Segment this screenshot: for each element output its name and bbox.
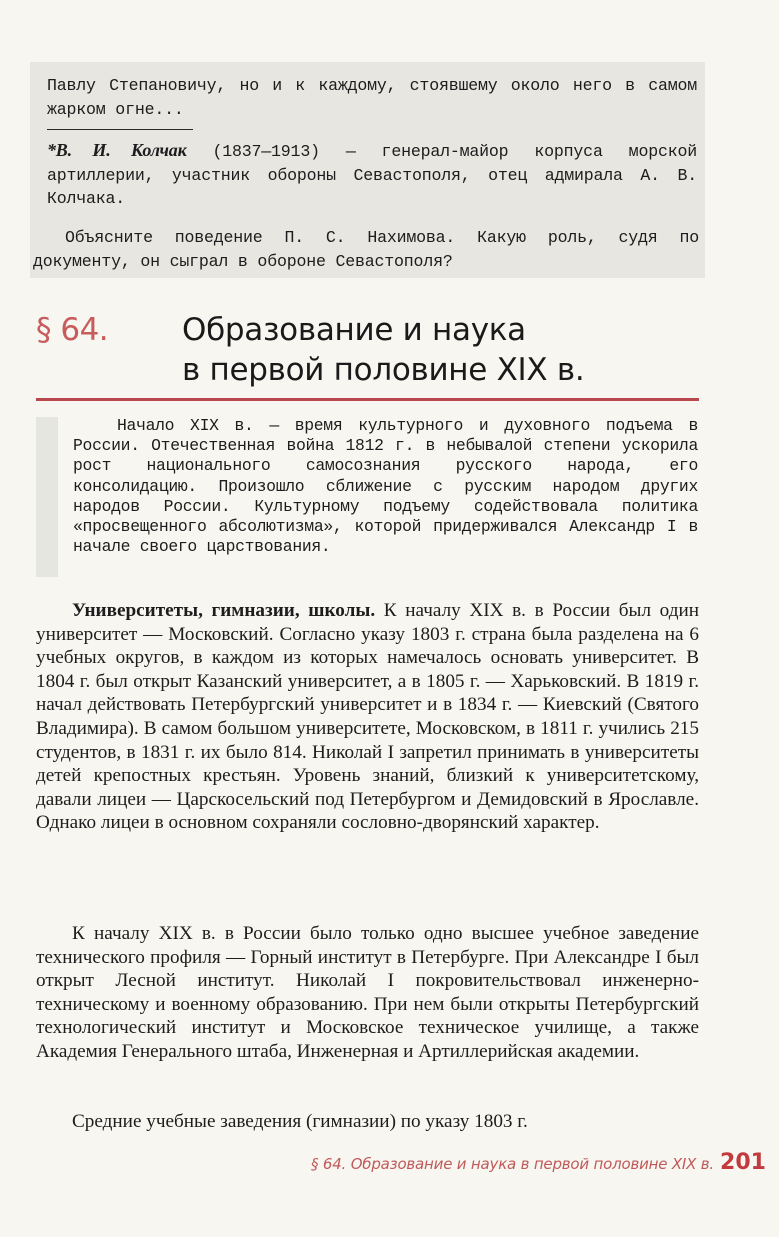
section-number: § 64.	[36, 312, 109, 348]
intro-paragraph: Начало XIX в. — время культурного и духовного подъема в России. Отечественная война 1812 г. в небывалой степени ускорила рост национального самосознания русского народа, его консолидацию. Произошло сближение с русским народом других народов России. Культурному подъему содействовала политика «просвещенного абсолютизма», которой придерживался Александр I в начале своего царствования.	[73, 416, 698, 557]
body-paragraph-2: К началу XIX в. в России было только одно высшее учебное заведение технического профиля — Горный институт в Петербурге. При Александре I был открыт Лесной институт. Николай I покровительствовал инженерно-техническому и военному образованию. При нем были открыты Петербургский технологический институт и Московское техническое училище, а также Академия Генерального штаба, Инженерная и Артиллерийская академии.	[36, 923, 699, 1062]
section-title-line-1: Образование и наука	[182, 312, 526, 348]
running-title: § 64. Образование и наука в первой половине XIX в.	[311, 1155, 715, 1173]
body-paragraph-3: Средние учебные заведения (гимназии) по указу 1803 г.	[72, 1111, 528, 1132]
document-quote: Павлу Степановичу, но и к каждому, стоявшему около него в самом жарком огне...	[47, 76, 697, 119]
body-paragraph-1-text: К началу XIX в. в России был один университет — Московский. Согласно указу 1803 г. страна была разделена на 6 учебных округов, в каждом из которых намечалось основать университет. В 1804 г. был открыт Казанский университет, а в 1805 г. — Харьковский. В 1819 г. начал действовать Петербургский университет и в 1834 г. — Киевский (Святого Владимира). В самом большом университете, Московском, в 1811 г. учились 215 студентов, в 1831 г. их было 814. Николай I запретил принимать в университеты детей крепостных крестьян. Уровень знаний, близкий к университетскому, давали лицеи — Царскосельский под Петербургом и Демидовский в Ярославле. Однако лицеи в основном сохраняли сословно-дворянский характер.	[36, 600, 699, 834]
document-question: Объясните поведение П. С. Нахимова. Какую роль, судя по документу, он сыграл в обороне Севастополя?	[33, 228, 699, 271]
footnote-divider	[47, 129, 193, 130]
footnote-text: (1837—1913) — генерал-майор корпуса морской артиллерии, участник обороны Севастополя, отец адмирала А. В. Колчака.	[47, 142, 697, 208]
intro-side-bar	[36, 417, 58, 577]
section-title-line-2: в первой половине XIX в.	[182, 352, 585, 388]
document-footnote	[47, 139, 697, 211]
section-title	[182, 310, 584, 390]
footnote-name: *В. И. Колчак	[47, 140, 187, 160]
body-paragraph-1	[36, 599, 699, 835]
page-number: 201	[720, 1150, 766, 1175]
subsection-heading: Университеты, гимназии, школы.	[72, 600, 376, 621]
section-header-rule	[36, 398, 699, 401]
page-footer	[311, 1150, 766, 1175]
